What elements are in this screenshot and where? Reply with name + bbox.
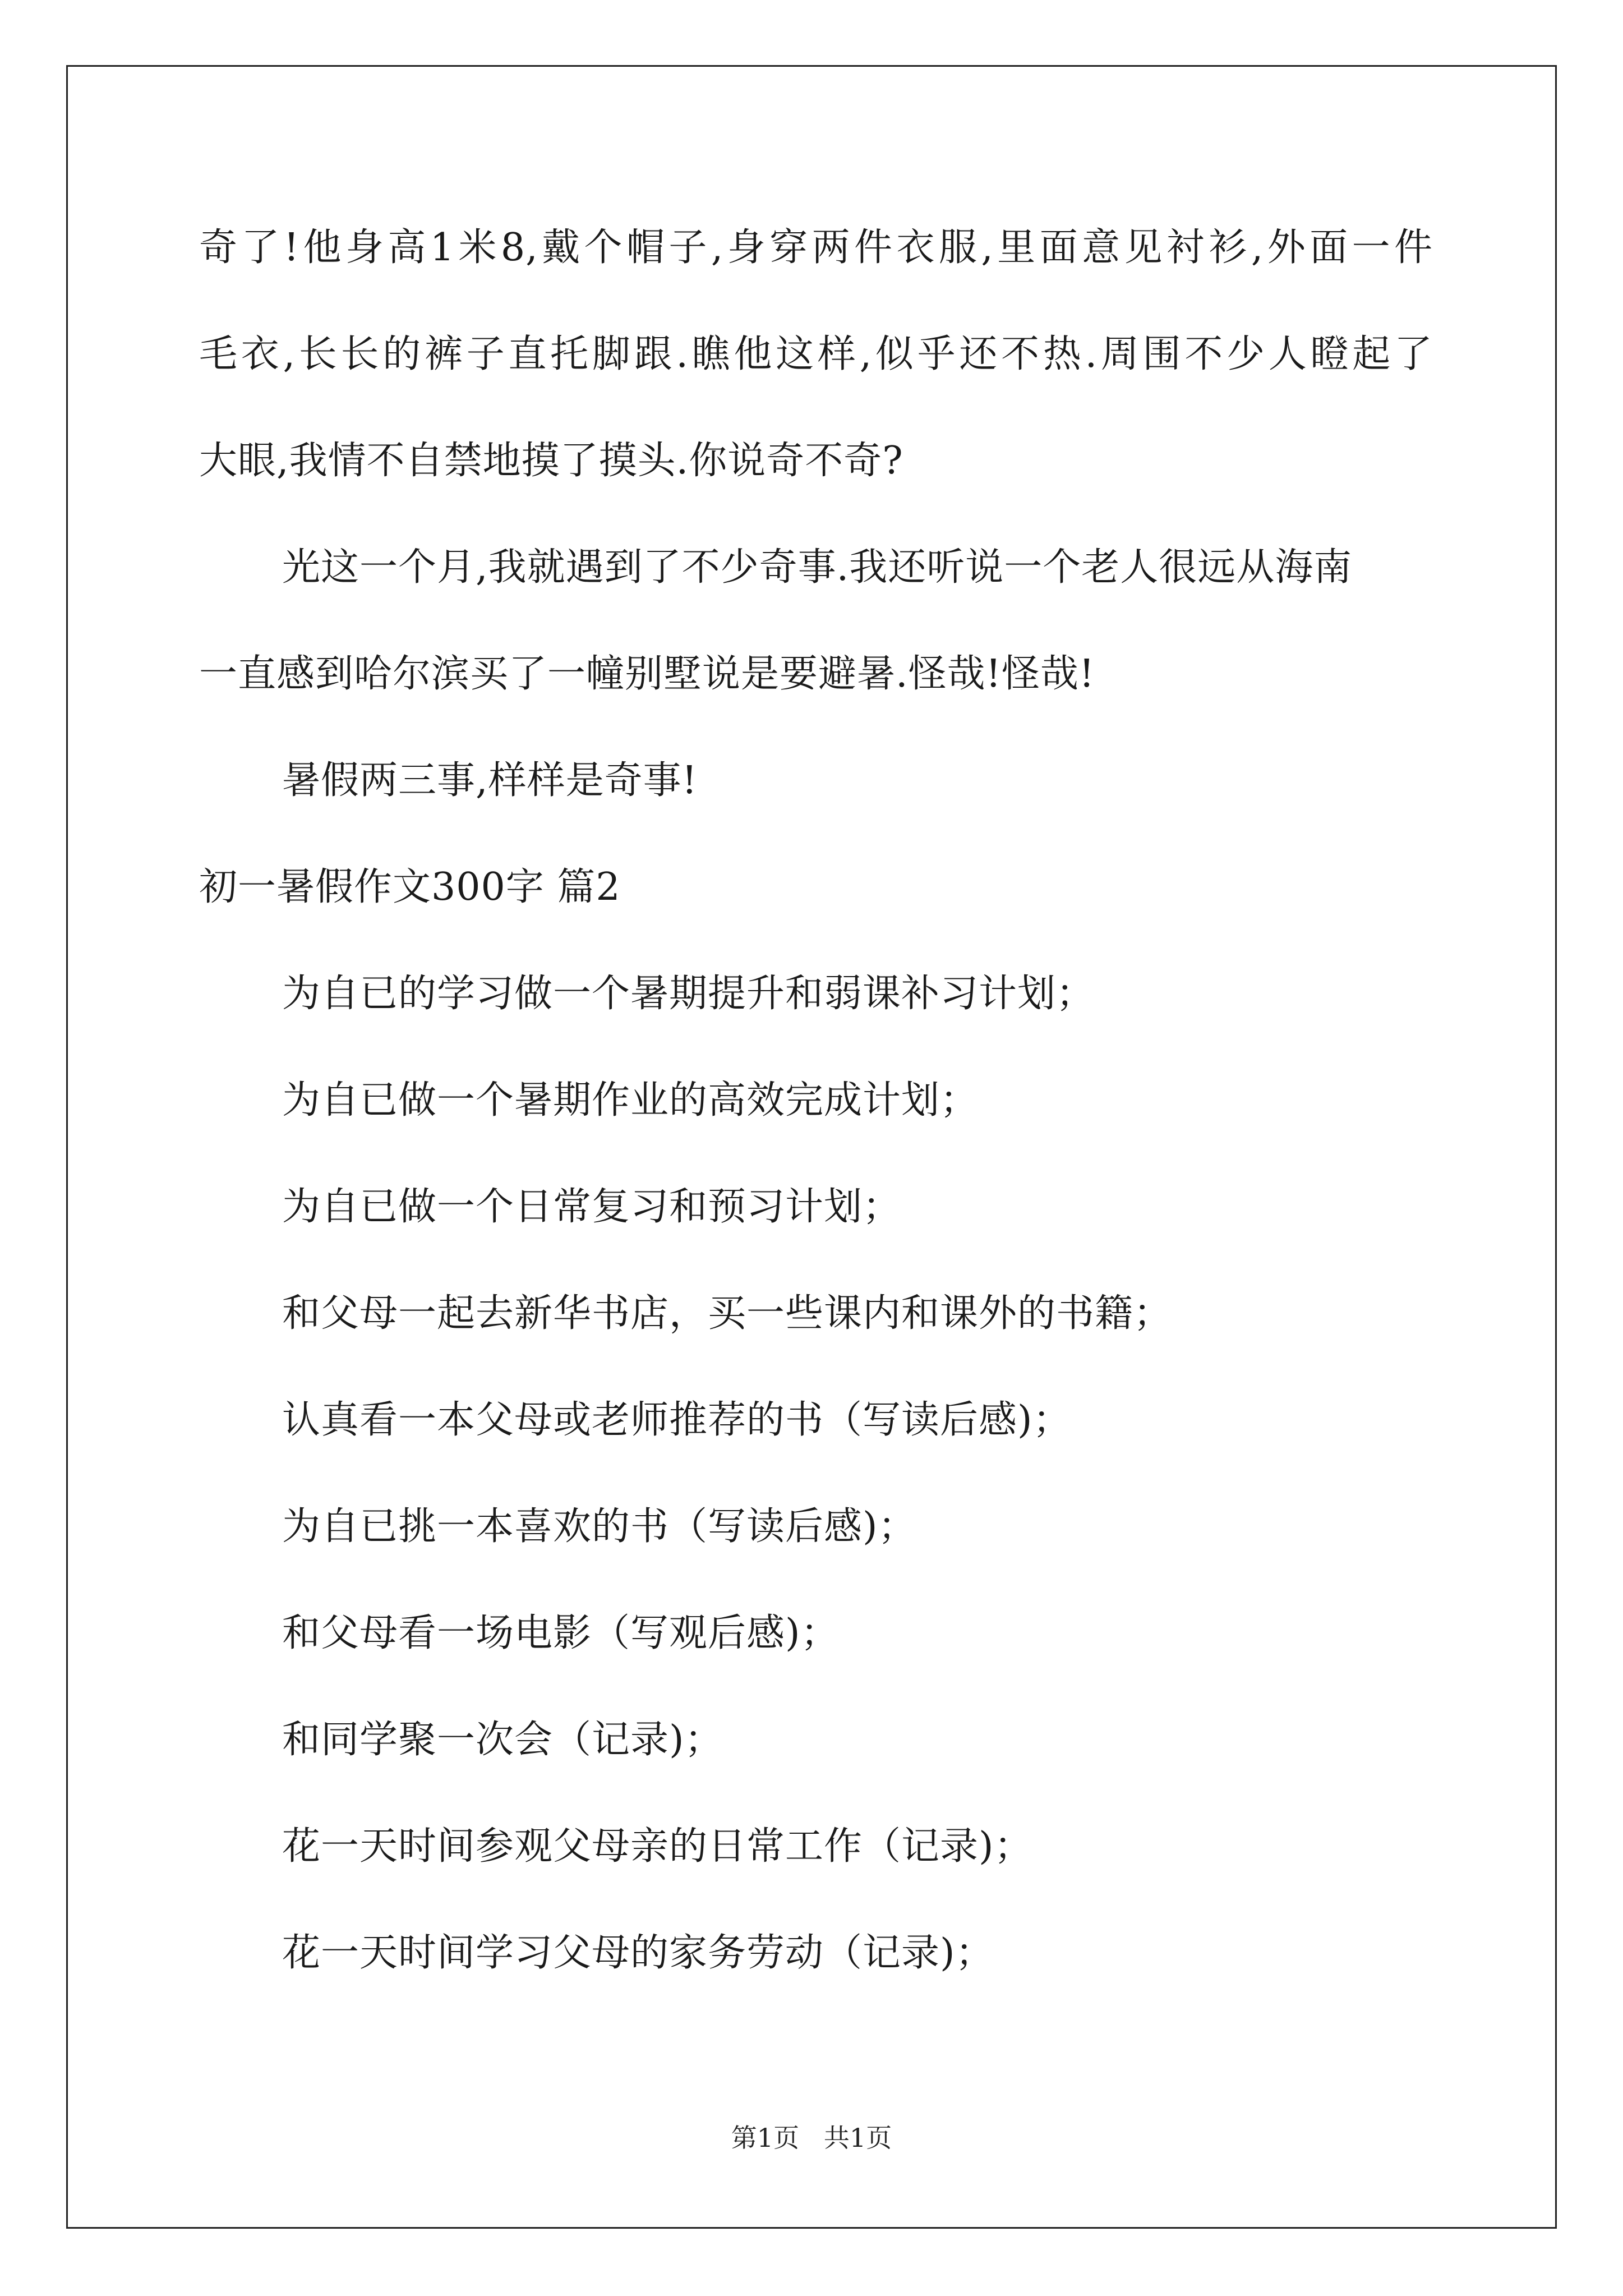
list-item: 为自已挑一本喜欢的书（写读后感)； [282,1504,917,1549]
page-footer [0,2125,1623,2151]
paragraph-line: 一直感到哈尔滨买了一幢别墅说是要避暑.怪哉!怪哉! [199,652,1095,696]
list-item: 和同学聚一次会（记录)； [282,1718,723,1762]
paragraph-line: 毛衣,长长的裤子直托脚跟.瞧他这样,似乎还不热.周围不少人瞪起了 [199,332,1433,376]
paragraph-line: 大眼,我情不自禁地摸了摸头.你说奇不奇? [199,439,903,483]
list-item: 为自已做一个日常复习和预习计划； [282,1185,902,1229]
list-item: 花一天时间参观父母亲的日常工作（记录)； [282,1824,1033,1869]
section-heading: 初一暑假作文300字 篇2 [199,865,621,909]
paragraph-line: 光这一个月,我就遇到了不少奇事.我还听说一个老人很远从海南 [282,545,1353,590]
list-item: 花一天时间学习父母的家务劳动（记录)； [282,1931,994,1975]
page-border [66,65,1557,2229]
list-item: 和父母看一场电影（写观后感)； [282,1611,840,1655]
paragraph-line: 暑假两三事,样样是奇事! [282,758,698,803]
page-number: 第1页 共1页 [731,2123,892,2153]
list-item: 为自已的学习做一个暑期提升和弱课补习计划； [282,972,1095,1016]
list-item: 认真看一本父母或老师推荐的书（写读后感)； [282,1398,1072,1442]
list-item: 为自已做一个暑期作业的高效完成计划； [282,1078,979,1122]
paragraph-line: 奇了!他身高1米8,戴个帽子,身穿两件衣服,里面意见衬衫,外面一件 [199,226,1433,270]
list-item: 和父母一起去新华书店，买一些课内和课外的书籍； [282,1291,1173,1336]
